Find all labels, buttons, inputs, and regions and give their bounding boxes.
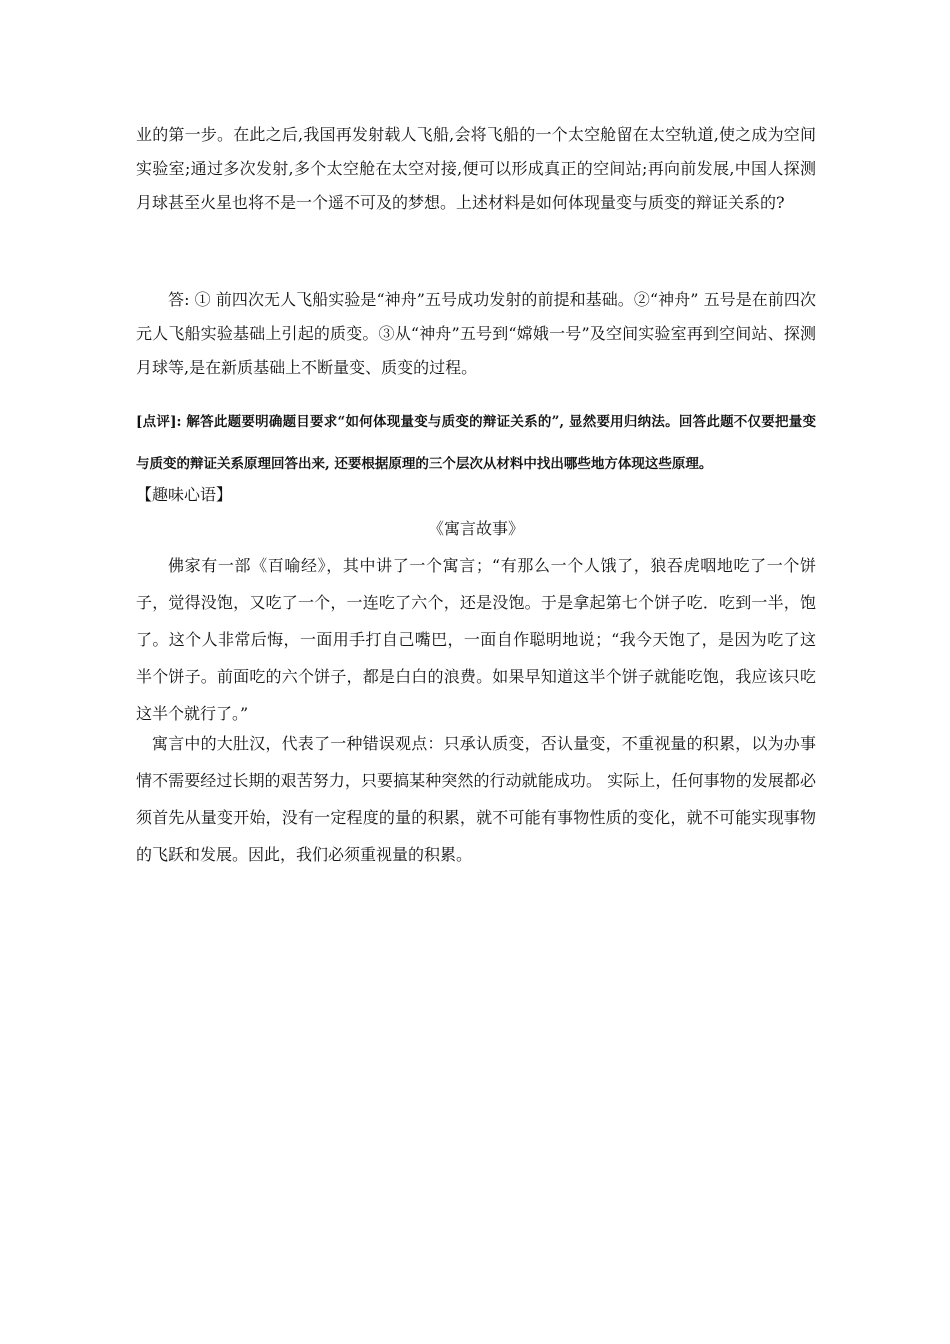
story-title: 《寓言故事》 (427, 519, 524, 538)
question-paragraph (136, 118, 816, 220)
story-paragraph (136, 547, 816, 732)
comment-text: [点评]: 解答此题要明确题目要求“如何体现量变与质变的辩证关系的”, 显然要用归纳法。回答此题不仅要把量变与质变的辩证关系原理回答出来, 还要根据原理的三个层次从材料中找出哪些地方体现这些原理。 (136, 414, 816, 472)
comment-paragraph (136, 401, 816, 485)
section-heading: 【趣味心语】 (136, 485, 233, 504)
moral-paragraph (136, 725, 816, 873)
story-text: 佛家有一部《百喻经》，其中讲了一个寓言；“有那么一个人饿了，狼吞虎咽地吃了一个饼子，觉得没饱，又吃了一个，一连吃了六个，还是没饱。于是拿起第七个饼子吃．吃到一半，饱了。这个人非常后悔，一面用手打自己嘴巴，一面自作聪明地说；“我今天饱了，是因为吃了这半个饼子。前面吃的六个饼子，都是白白的浪费。如果早知道这半个饼子就能吃饱，我应该只吃这半个就行了。” (136, 556, 816, 723)
question-text: 业的第一步。在此之后,我国再发射载人飞船,会将飞船的一个太空舱留在太空轨道,使之成为空间实验室;通过多次发射,多个太空舱在太空对接,便可以形成真正的空间站;再向前发展,中国人探测月球甚至火星也将不是一个遥不可及的梦想。上述材料是如何体现量变与质变的辩证关系的? (136, 125, 816, 212)
answer-paragraph (136, 283, 816, 385)
moral-text: 寓言中的大肚汉，代表了一种错误观点：只承认质变，否认量变，不重视量的积累，以为办事情不需要经过长期的艰苦努力，只要搞某种突然的行动就能成功。 实际上，任何事物的发展都必须首先从量变开始，没有一定程度的量的积累，就不可能有事物性质的变化，就不可能实现事物的飞跃和发展。因此，我们必须重视量的积累。 (136, 734, 816, 864)
section-heading-block (136, 480, 816, 510)
answer-text: 答: ① 前四次无人飞船实验是“神舟”五号成功发射的前提和基础。②“神舟” 五号是在前四次元人飞船实验基础上引起的质变。③从“神舟”五号到“嫦娥一号”及空间实验室再到空间站、探测月球等,是在新质基础上不断量变、质变的过程。 (136, 290, 816, 377)
